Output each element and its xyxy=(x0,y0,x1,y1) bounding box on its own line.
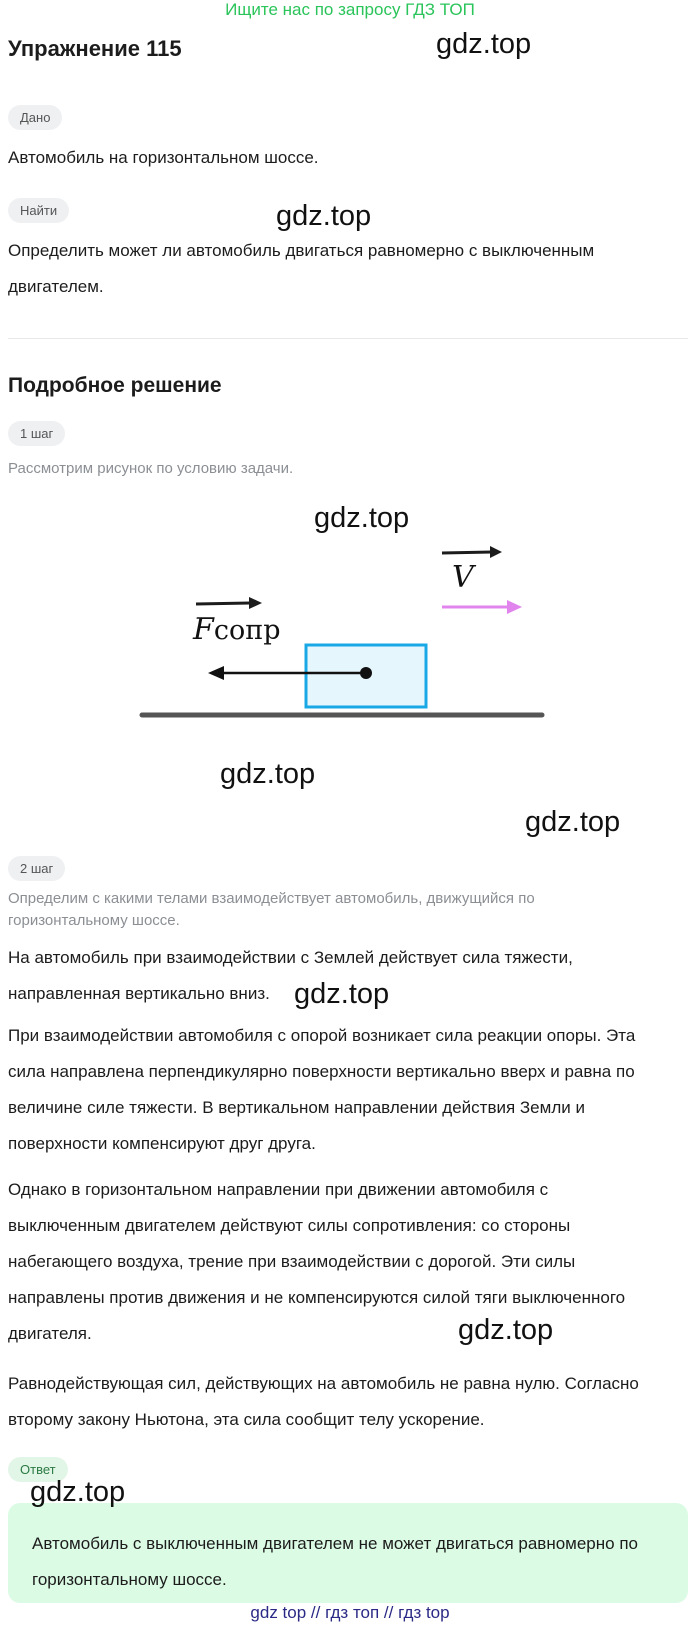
watermark: gdz.top xyxy=(436,28,532,60)
section-divider xyxy=(8,338,688,339)
watermark: gdz.top xyxy=(458,1314,554,1346)
velocity-label: V xyxy=(452,560,474,595)
step2-note: Определим с какими телами взаимодействует автомобиль, движущийся по горизонтальному шоссе. xyxy=(8,890,535,929)
watermark: gdz.top xyxy=(314,502,410,534)
footer: gdz top // гдз топ // гдз top xyxy=(250,1603,450,1622)
force-subscript: сопр xyxy=(213,615,281,646)
given-badge: Дано xyxy=(8,105,62,130)
force-label xyxy=(192,612,280,647)
step1-badge: 1 шаг xyxy=(8,421,65,446)
solution-heading: Подробное решение xyxy=(8,374,222,397)
watermark: gdz.top xyxy=(30,1476,126,1508)
step2-paragraph-3: Однако в горизонтальном направлении при движении автомобиля с выключенным двигателем действуют силы сопротивления: со стороны набегающего воздуха, трение при взаимодействии с дорогой. Эти силы направлены против движения и не компенсируются силой тяги выключенного двигателя. xyxy=(8,1180,626,1343)
center-point xyxy=(360,667,372,679)
step2-paragraph-4: Равнодействующая сил, действующих на автомобиль не равна нулю. Согласно второму закону Ньютона, эта сила сообщит телу ускорение. xyxy=(8,1374,639,1429)
step2-paragraph-2: При взаимодействии автомобиля с опорой возникает сила реакции опоры. Эта сила направлена перпендикулярно поверхности вертикально вверх и равна по величине силе тяжести. В вертикальном направлении действия Земли и поверхности компенсируют друг друга. xyxy=(8,1026,636,1153)
watermark: gdz.top xyxy=(220,758,316,790)
top-banner: Ищите нас по запросу ГДЗ ТОП xyxy=(225,0,475,19)
page-title: Упражнение 115 xyxy=(8,36,182,61)
step2-badge: 2 шаг xyxy=(8,856,65,881)
find-text: Определить может ли автомобиль двигаться равномерно с выключенным двигателем. xyxy=(8,241,595,296)
watermark: gdz.top xyxy=(294,978,390,1010)
force-diagram xyxy=(0,535,700,725)
force-symbol: F xyxy=(193,612,214,647)
velocity-arrow xyxy=(442,600,522,614)
velocity-vector-arrow xyxy=(442,546,502,558)
watermark: gdz.top xyxy=(276,200,372,232)
step2-paragraph-1: На автомобиль при взаимодействии с Землей действует сила тяжести, направленная вертикально вниз. xyxy=(8,948,573,1003)
find-badge: Найти xyxy=(8,198,69,223)
answer-text: Автомобиль с выключенным двигателем не может двигаться равномерно по горизонтальному шоссе. xyxy=(32,1534,638,1589)
step1-note: Рассмотрим рисунок по условию задачи. xyxy=(8,460,294,477)
answer-badge: Ответ xyxy=(8,1457,68,1482)
watermark: gdz.top xyxy=(525,806,621,838)
given-text: Автомобиль на горизонтальном шоссе. xyxy=(8,148,319,167)
force-vector-arrow xyxy=(196,597,262,609)
